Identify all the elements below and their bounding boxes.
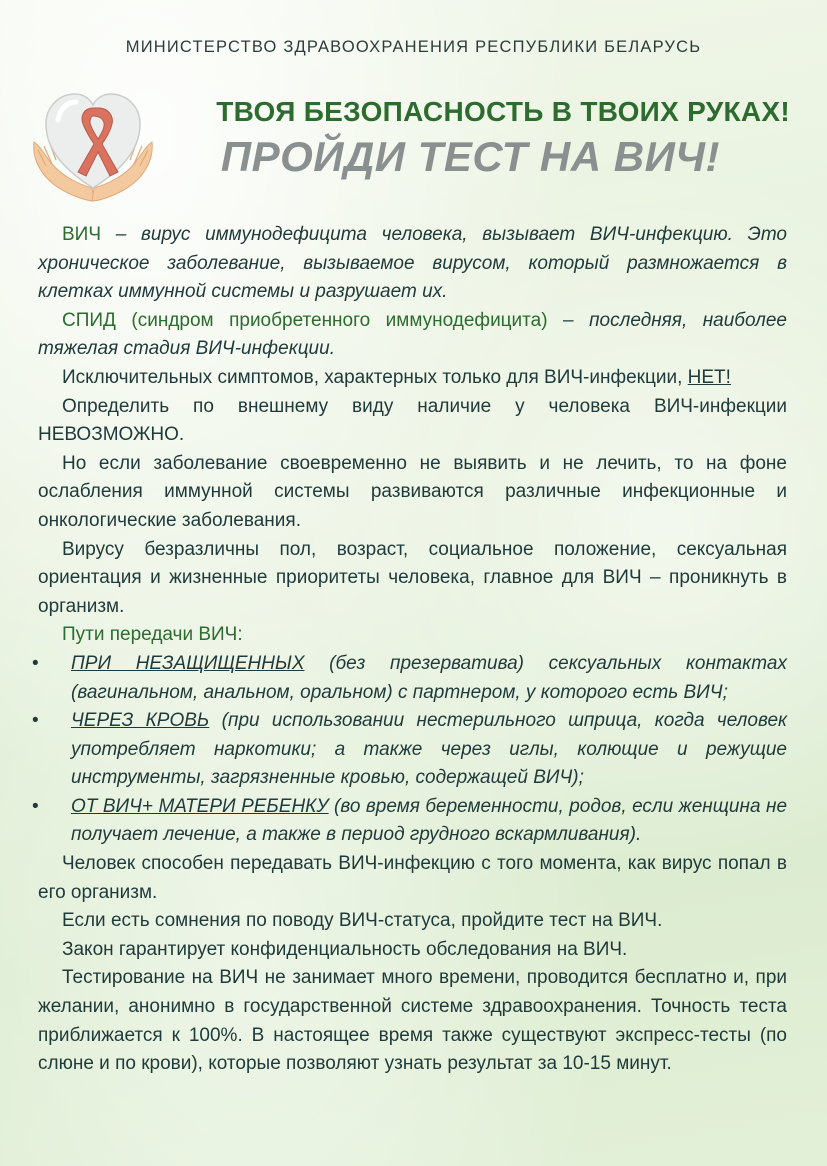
paragraph-indifference: Вирусу безразличны пол, возраст, социальное положение, сексуальная ориентация и жизненные приоритеты человека, главное для ВИЧ – проникнуть в организм. xyxy=(38,538,787,617)
paragraph-symptoms xyxy=(38,364,787,393)
definition-hiv: – вирус иммунодефицита человека, вызывает ВИЧ-инфекцию. Это хроническое заболевание, вызываемое вирусом, который размножается в клетках иммунной системы и разрушает их. xyxy=(38,224,787,303)
term-aids: СПИД (синдром приобретенного иммунодефицита) xyxy=(62,309,548,331)
definition-aids: – последняя, наиболее тяжелая стадия ВИЧ-инфекции. xyxy=(38,309,787,360)
routes-heading: Пути передачи ВИЧ: xyxy=(62,624,243,646)
term-hiv: ВИЧ xyxy=(62,224,101,245)
paragraph-consequences: Но если заболевание своевременно не выявить и не лечить, то на фоне ослабления иммунной системы развиваются различные инфекционные и онкологические заболевания. xyxy=(38,452,787,531)
paragraph-confidentiality: Закон гарантирует конфиденциальность обследования на ВИЧ. xyxy=(62,938,628,960)
bullet: • xyxy=(32,710,39,732)
bullet: • xyxy=(32,652,39,674)
symptoms-emphasis: НЕТ! xyxy=(687,366,731,388)
paragraph-hiv-definition xyxy=(38,221,787,307)
route-detail: (без презерватива) сексуальных контактах (вагинальном, анальном, оральном) с партнером, у которого есть ВИЧ; xyxy=(71,652,787,703)
list-item xyxy=(32,793,788,850)
list-item xyxy=(32,650,787,707)
route-key: ОТ ВИЧ+ МАТЕРИ РЕБЕНКУ xyxy=(71,795,329,817)
headline: ТВОЯ БЕЗОПАСНОСТЬ В ТВОИХ РУКАХ! xyxy=(216,96,790,127)
route-detail: (во время беременности, родов, если женщина не получает лечение, а также в период грудного вскармливания). xyxy=(71,795,788,846)
symptoms-text: Исключительных симптомов, характерных только для ВИЧ-инфекции, xyxy=(62,366,688,388)
list-item xyxy=(32,707,787,793)
ministry-name: МИНИСТЕРСТВО ЗДРАВООХРАНЕНИЯ РЕСПУБЛИКИ БЕЛАРУСЬ xyxy=(125,38,702,56)
paragraph-get-tested: Если есть сомнения по поводу ВИЧ-статуса, пройдите тест на ВИЧ. xyxy=(62,910,663,932)
bullet: • xyxy=(32,795,39,817)
paragraph-testing-info: Тестирование на ВИЧ не занимает много времени, проводится бесплатно и, при желании, анонимно в государственной системе здравоохранения. Точность теста приближается к 100%. В настоящее время также существуют экспресс-тесты (по слюне и по крови), которые позволяют узнать результат за 10-15 минут. xyxy=(38,967,787,1075)
subheadline: ПРОЙДИ ТЕСТ НА ВИЧ! xyxy=(220,133,720,180)
route-key: ПРИ НЕЗАЩИЩЕННЫХ xyxy=(71,652,305,674)
red-ribbon-heart-hands-icon xyxy=(28,80,158,205)
paragraph-aids-definition xyxy=(38,307,787,364)
route-key: ЧЕРЕЗ КРОВЬ xyxy=(71,710,210,732)
routes-list xyxy=(32,650,788,850)
body-text xyxy=(32,221,788,1079)
paragraph-appearance: Определить по внешнему виду наличие у человека ВИЧ-инфекции НЕВОЗМОЖНО. xyxy=(38,395,787,446)
paragraph-transmission-start: Человек способен передавать ВИЧ-инфекцию с того момента, как вирус попал в его организм. xyxy=(38,853,787,903)
route-detail: (при использовании нестерильного шприца, когда человек употребляет наркотики; а также через иглы, колющие и режущие инструменты, загрязненные кровью, содержащей ВИЧ); xyxy=(71,710,787,789)
